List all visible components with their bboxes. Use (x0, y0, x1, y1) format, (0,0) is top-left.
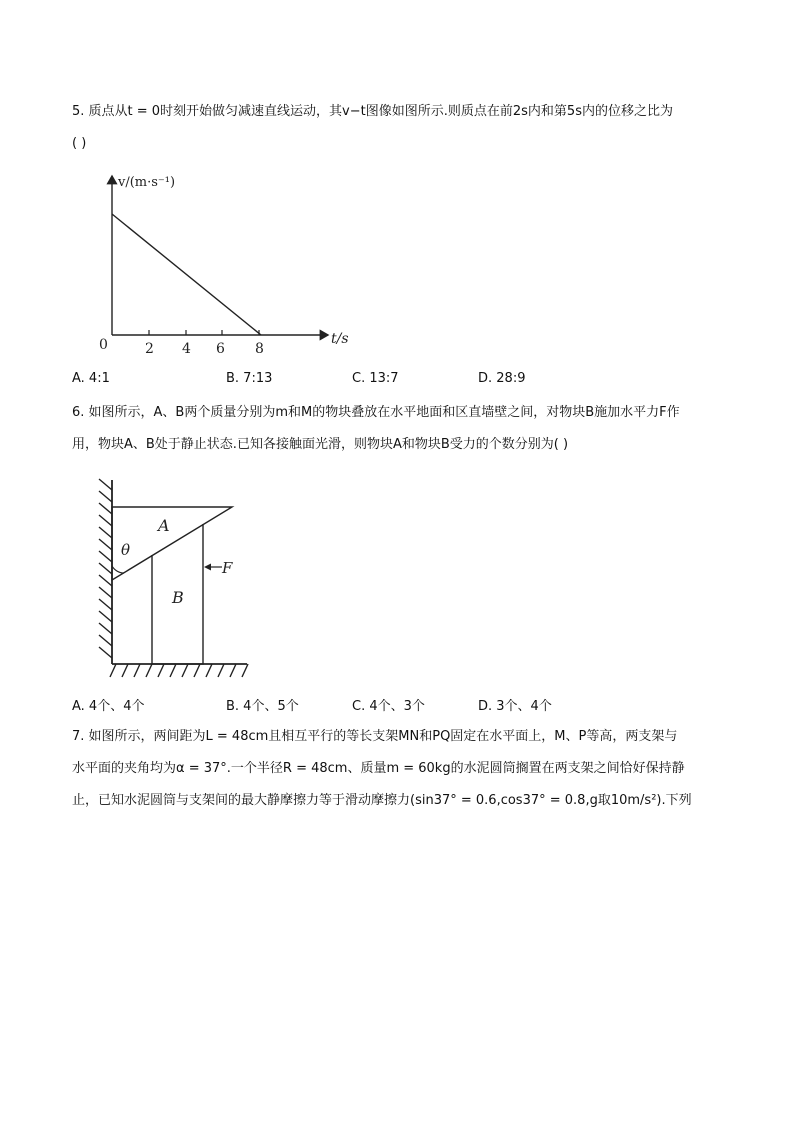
q6-wall-hatching (99, 479, 112, 658)
q5-stem-line2: ( ) (72, 136, 87, 151)
q5-option-d[interactable]: D. 28:9 (478, 371, 526, 386)
q5-x-tick-label-4: 4 (182, 341, 191, 357)
q5-stem-line1: 5. 质点从t = 0时刻开始做匀减速直线运动，其v−t图像如图所示.则质点在前2s内和第5s内的位移之比为 (72, 104, 673, 119)
q6-block-b (152, 524, 203, 664)
q6-option-a[interactable]: A. 4个、4个 (72, 699, 145, 714)
q7-stem-line3: 止，已知水泥圆筒与支架间的最大静摩擦力等于滑动摩擦力(sin37° = 0.6,cos37° = 0.8,g取10m/s²).下列 (72, 793, 692, 808)
q6-label-f: F (222, 559, 233, 577)
q6-label-a: A (158, 516, 170, 535)
q7-stem-line2: 水平面的夹角均为α = 37°.一个半径R = 48cm、质量m = 60kg的水泥圆筒搁置在两支架之间恰好保持静 (72, 761, 685, 776)
q5-option-a[interactable]: A. 4:1 (72, 371, 110, 386)
q6-option-d[interactable]: D. 3个、4个 (478, 699, 552, 714)
q6-ground-hatching (110, 664, 248, 677)
q5-x-tick-label-6: 6 (216, 341, 225, 357)
q6-force-arrowhead (204, 564, 211, 571)
q5-vt-line (112, 214, 261, 335)
q6-option-b[interactable]: B. 4个、5个 (226, 699, 299, 714)
q5-options (72, 371, 732, 391)
q6-label-theta: θ (121, 541, 131, 559)
q5-origin-label: 0 (99, 337, 108, 353)
q5-x-tick-label-2: 2 (145, 341, 154, 357)
q6-theta-arc (112, 566, 124, 573)
q5-x-tick-label-8: 8 (255, 341, 264, 357)
q6-options (72, 695, 732, 715)
q5-y-axis-label: v/(m·s⁻¹) (118, 175, 176, 190)
q5-option-b[interactable]: B. 7:13 (226, 371, 273, 386)
q5-x-axis-label: t/s (331, 331, 349, 347)
q6-option-c[interactable]: C. 4个、3个 (352, 699, 425, 714)
q6-block-a (112, 507, 232, 580)
q5-option-c[interactable]: C. 13:7 (352, 371, 399, 386)
q6-stem-line2: 用，物块A、B处于静止状态.已知各接触面光滑，则物块A和物块B受力的个数分别为( ) (72, 437, 569, 452)
q7-stem-line1: 7. 如图所示，两间距为L = 48cm且相互平行的等长支架MN和PQ固定在水平面上，M、P等高，两支架与 (72, 729, 678, 744)
q6-label-b: B (172, 588, 184, 607)
q6-stem-line1: 6. 如图所示，A、B两个质量分别为m和M的物块叠放在水平地面和区直墙壁之间，对物块B施加水平力F作 (72, 405, 680, 420)
